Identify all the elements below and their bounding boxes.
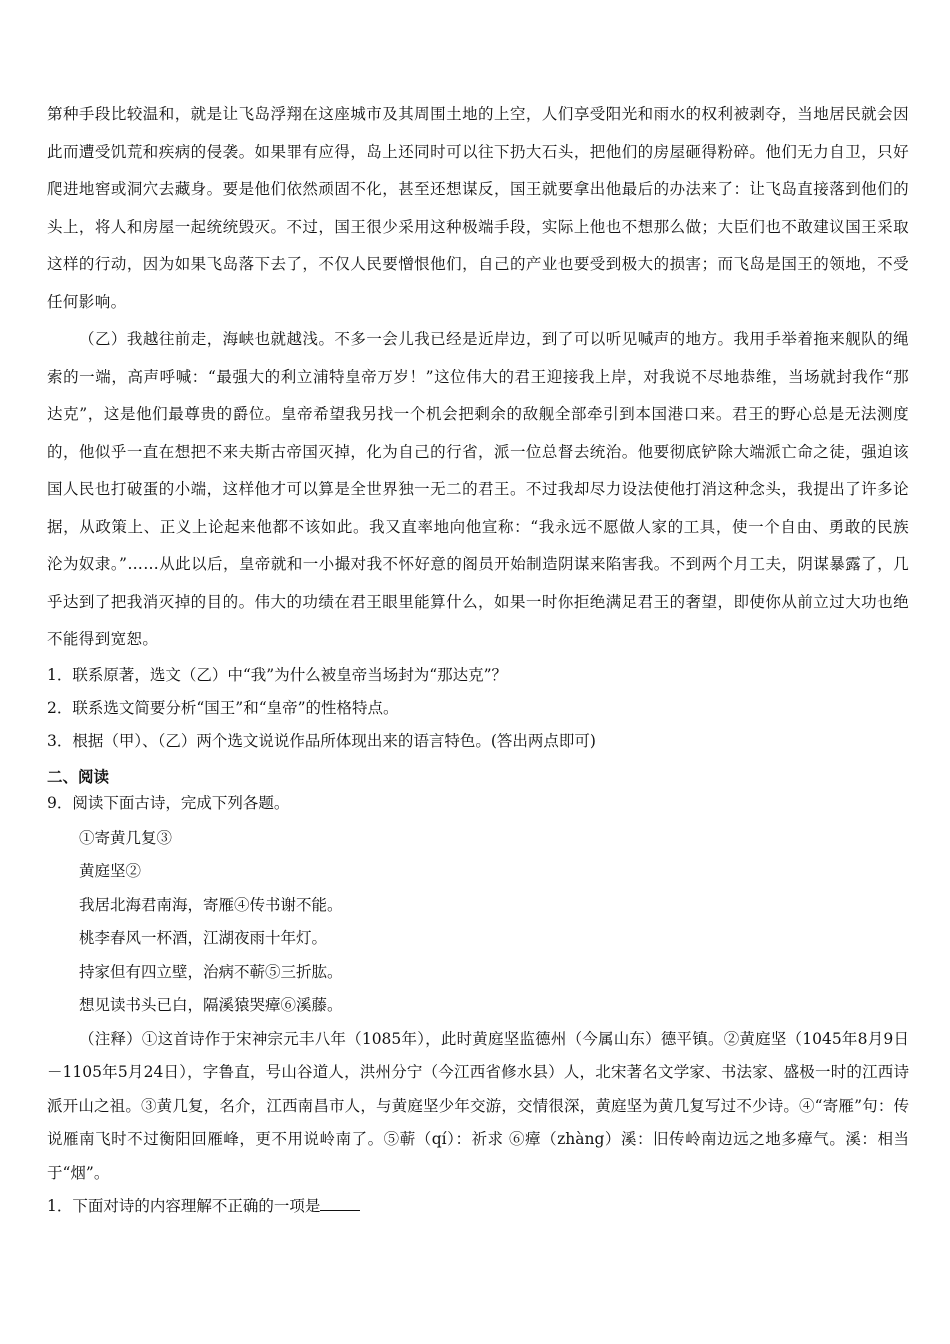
poem-line: 持家但有四立壁，治病不蕲⑤三折肱。 <box>79 962 343 981</box>
question-3: 3．根据（甲）、（乙）两个选文说说作品所体现出来的语言特色。(答出两点即可) <box>47 731 596 750</box>
question-2: 2．联系选文简要分析“国王”和“皇帝”的性格特点。 <box>47 698 399 717</box>
poem-line: 我居北海君南海，寄雁④传书谢不能。 <box>79 895 343 914</box>
poem-author: 黄庭坚② <box>79 862 142 880</box>
poem <box>47 822 909 1023</box>
document-page <box>47 96 909 1223</box>
section-title: 二、阅读 <box>47 767 110 786</box>
question-9-intro: 9．阅读下面古诗，完成下列各题。 <box>47 793 290 812</box>
passage-yi: （乙）我越往前走，海峡也就越浅。不多一会儿我已经是近岸边，到了可以听见喊声的地方。我用手举着拖来舰队的绳索的一端，高声呼喊：“最强大的利立浦特皇帝万岁！”这位伟大的君王迎接我上岸，对我说不尽地恭维，当场就封我作“那达克”，这是他们最尊贵的爵位。皇帝希望我另找一个机会把剩余的敌舰全部牵引到本国港口来。君王的野心总是无法测度的，他似乎一直在想把不来夫斯古帝国灭掉，化为自己的行省，派一位总督去统治。他要彻底铲除大端派亡命之徒，强迫该国人民也打破蛋的小端，这样他才可以算是全世界独一无二的君王。不过我却尽力设法使他打消这种念头，我提出了许多论据，从政策上、正义上论起来他都不该如此。我又直率地向他宣称：“我永远不愿做人家的工具，使一个自由、勇敢的民族沦为奴隶。”……从此以后，皇帝就和一小撮对我不怀好意的阁员开始制造阴谋来陷害我。不到两个月工夫，阴谋暴露了，几乎达到了把我消灭掉的目的。伟大的功绩在君王眼里能算什么，如果一时你拒绝满足君王的奢望，即使你从前立过大功也绝不能得到宽恕。 <box>47 330 909 648</box>
poem-line: 想见读书头已白，隔溪猿哭瘴⑥溪藤。 <box>79 996 343 1014</box>
passage-jia-tail: 第种手段比较温和，就是让飞岛浮翔在这座城市及其周围土地的上空，人们享受阳光和雨水的权利被剥夺，当地居民就会因此而遭受饥荒和疾病的侵袭。如果罪有应得，岛上还同时可以往下扔大石头，把他们的房屋砸得粉碎。他们无力自卫，只好爬进地窖或洞穴去藏身。要是他们依然顽固不化，甚至还想谋反，国王就要拿出他最后的办法来了：让飞岛直接落到他们的头上，将人和房屋一起统统毁灭。不过，国王很少采用这种极端手段，实际上他也不想那么做；大臣们也不敢建议国王采取这样的行动，因为如果飞岛落下去了，不仅人民要憎恨他们，自己的产业也要受到极大的损害；而飞岛是国王的领地，不受任何影响。 <box>47 105 909 311</box>
poem-notes: （注释）①这首诗作于宋神宗元丰八年（1085年），此时黄庭坚监德州（今属山东）德平镇。②黄庭坚（1045年8月9日－1105年5月24日），字鲁直，号山谷道人，洪州分宁（今江西省修水县）人，北宋著名文学家、书法家、盛极一时的江西诗派开山之祖。③黄几复，名介，江西南昌市人，与黄庭坚少年交游，交情很深，黄庭坚为黄几复写过不少诗。④“寄雁”句：传说雁南飞时不过衡阳回雁峰，更不用说岭南了。⑤蕲（qí）：祈求 ⑥瘴（zhàng）溪：旧传岭南边远之地多瘴气。溪：相当于“烟”。 <box>47 1029 909 1182</box>
poem-line: 桃李春风一杯酒，江湖夜雨十年灯。 <box>79 929 328 947</box>
question-9-1 <box>47 1190 909 1223</box>
question-1: 1．联系原著，选文（乙）中“我”为什么被皇帝当场封为“那达克”？ <box>47 665 508 684</box>
answer-blank[interactable] <box>320 1196 360 1211</box>
question-9-1-text: 1．下面对诗的内容理解不正确的一项是 <box>47 1197 321 1215</box>
poem-title: ①寄黄几复③ <box>79 828 173 847</box>
